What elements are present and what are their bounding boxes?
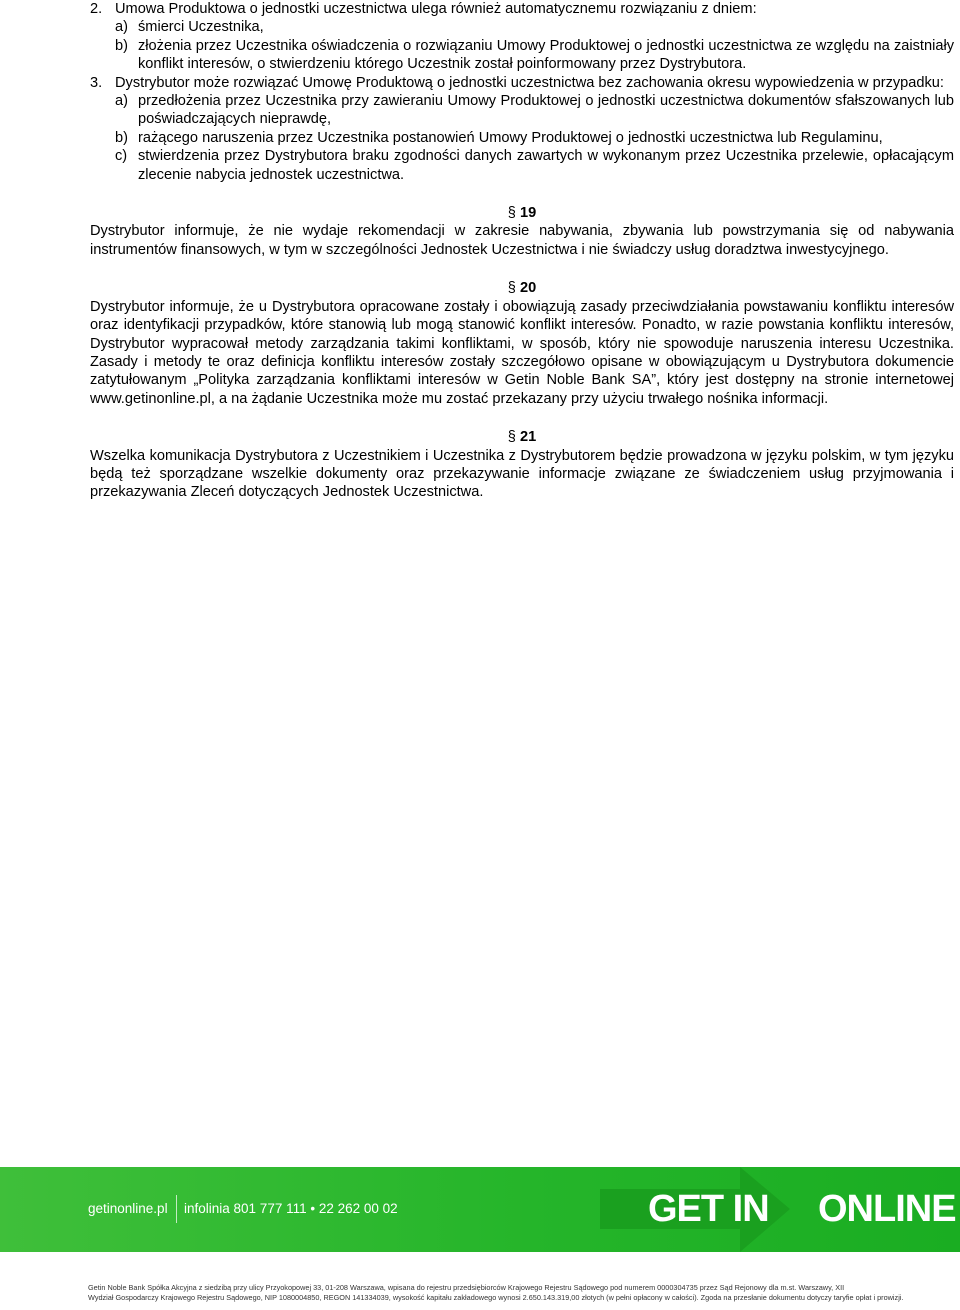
section-sign: § (507, 280, 516, 297)
sub-text: stwierdzenia przez Dystrybutora braku zgodności danych zawartych w wykonanym przez Uczestnika przelewie, opłacającym zlecenie nabycia jednostek uczestnictwa. (138, 148, 954, 183)
sub-item-2a (90, 18, 954, 36)
section-number: 19 (519, 205, 537, 222)
sub-letter: a) (115, 93, 128, 110)
footer-banner (0, 1167, 960, 1252)
item-number: 2. (90, 1, 103, 17)
sub-item-3c (90, 147, 954, 184)
item-number: 3. (90, 74, 103, 91)
sub-item-3b (90, 129, 954, 147)
section-21-text: Wszelka komunikacja Dystrybutora z Uczestnikiem i Uczestnika z Dystrybutorem będzie prowadzona w języku polskim, w tym języku będą też sporządzane wszelkie dokumenty oraz przekazywanie informacje związane ze świadczeniem usług przyjmowania i przekazywania Zleceń dotyczących Jednostek Uczestnictwa. (90, 447, 954, 501)
sub-text: rażącego naruszenia przez Uczestnika postanowień Umowy Produktowej o jednostki uczestnictwa lub Regulaminu, (138, 129, 883, 146)
sub-letter: b) (115, 129, 128, 146)
footer-divider (176, 1195, 177, 1223)
sub-letter: b) (115, 37, 128, 54)
footer-hotline: infolinia 801 777 111 • 22 262 00 02 (184, 1201, 398, 1216)
legal-line-1: Getin Noble Bank Spółka Akcyjna z siedzibą przy ulicy Przyokopowej 33, 01-208 Warszawa, wpisana do rejestru przedsiębiorców Krajowego Rejestru Sądowego pod numerem 0000304735 przez Sąd Rejonowy dla m.st. Warszawy, XII (88, 1283, 845, 1292)
item-text: Dystrybutor może rozwiązać Umowę Produktową o jednostki uczestnictwa bez zachowania okresu wypowiedzenia w przypadku: (115, 74, 944, 91)
item-text: Umowa Produktowa o jednostki uczestnictwa ulega również automatycznemu rozwiązaniu z dniem: (115, 1, 757, 17)
section-21-heading (90, 428, 954, 446)
sub-item-3a (90, 92, 954, 129)
section-sign: § (507, 205, 516, 222)
section-sign: § (507, 429, 516, 446)
section-20-heading (90, 279, 954, 297)
sub-item-2b (90, 37, 954, 74)
sub-text: złożenia przez Uczestnika oświadczenia o rozwiązaniu Umowy Produktowej o jednostki uczestnictwa ze względu na zaistniały konflikt interesów, o stwierdzeniu którego Uczestnik został poinformowany przez Dystrybutora. (138, 37, 954, 73)
logo-text-get-in: GET IN (648, 1188, 769, 1230)
section-19-heading (90, 204, 954, 222)
logo-text-online: ONLINE (818, 1188, 956, 1230)
section-number: 20 (519, 280, 537, 297)
sub-text: przedłożenia przez Uczestnika przy zawieraniu Umowy Produktowej o jednostki uczestnictwa dokumentów sfałszowanych lub poświadczających nieprawdę, (138, 93, 954, 128)
footer-website-link[interactable]: getinonline.pl (88, 1201, 168, 1216)
legal-line-2: Wydział Gospodarczy Krajowego Rejestru Sądowego, NIP 1080004850, REGON 141334039, wysokość kapitału zakładowego wynosi 2.650.143.319,00 złotych (w pełni opłacony w całości). Zgoda na przesłanie dokumentu dotyczy taryfie opłat i prowizji. (88, 1293, 904, 1302)
sub-text: śmierci Uczestnika, (138, 19, 264, 36)
section-number: 21 (519, 429, 537, 446)
legal-footer (88, 1283, 950, 1303)
sub-letter: a) (115, 19, 128, 36)
document-body (90, 0, 954, 502)
list-item-2 (90, 0, 954, 18)
sub-letter: c) (115, 148, 128, 165)
list-item-3 (90, 74, 954, 92)
section-19-text: Dystrybutor informuje, że nie wydaje rekomendacji w zakresie nabywania, zbywania lub powstrzymania się od nabywania instrumentów finansowych, w tym w szczególności Jednostek Uczestnictwa i nie świadczy usług doradztwa inwestycyjnego. (90, 223, 954, 258)
section-20-text: Dystrybutor informuje, że u Dystrybutora opracowane zostały i obowiązują zasady przeciwdziałania powstawaniu konfliktu interesów oraz identyfikacji przypadków, które stanowią lub mogą stanowić konflikt interesów. Ponadto, w razie powstania konfliktu interesów, Dystrybutor wypracował metody zarządzania takimi konfliktami, w sposób, który nie spowoduje naruszenia interesu Uczestnika. Zasady i metody te oraz definicja konfliktu interesów zostały szczegółowo opisane w obowiązującym u Dystrybutora dokumencie zatytułowanym „Polityka zarządzania konfliktami interesów w Getin Noble Bank SA”, który jest dostępny na stronie internetowej www.getinonline.pl, a na żądanie Uczestnika może mu zostać przekazany przy użyciu trwałego nośnika informacji. (90, 298, 954, 407)
